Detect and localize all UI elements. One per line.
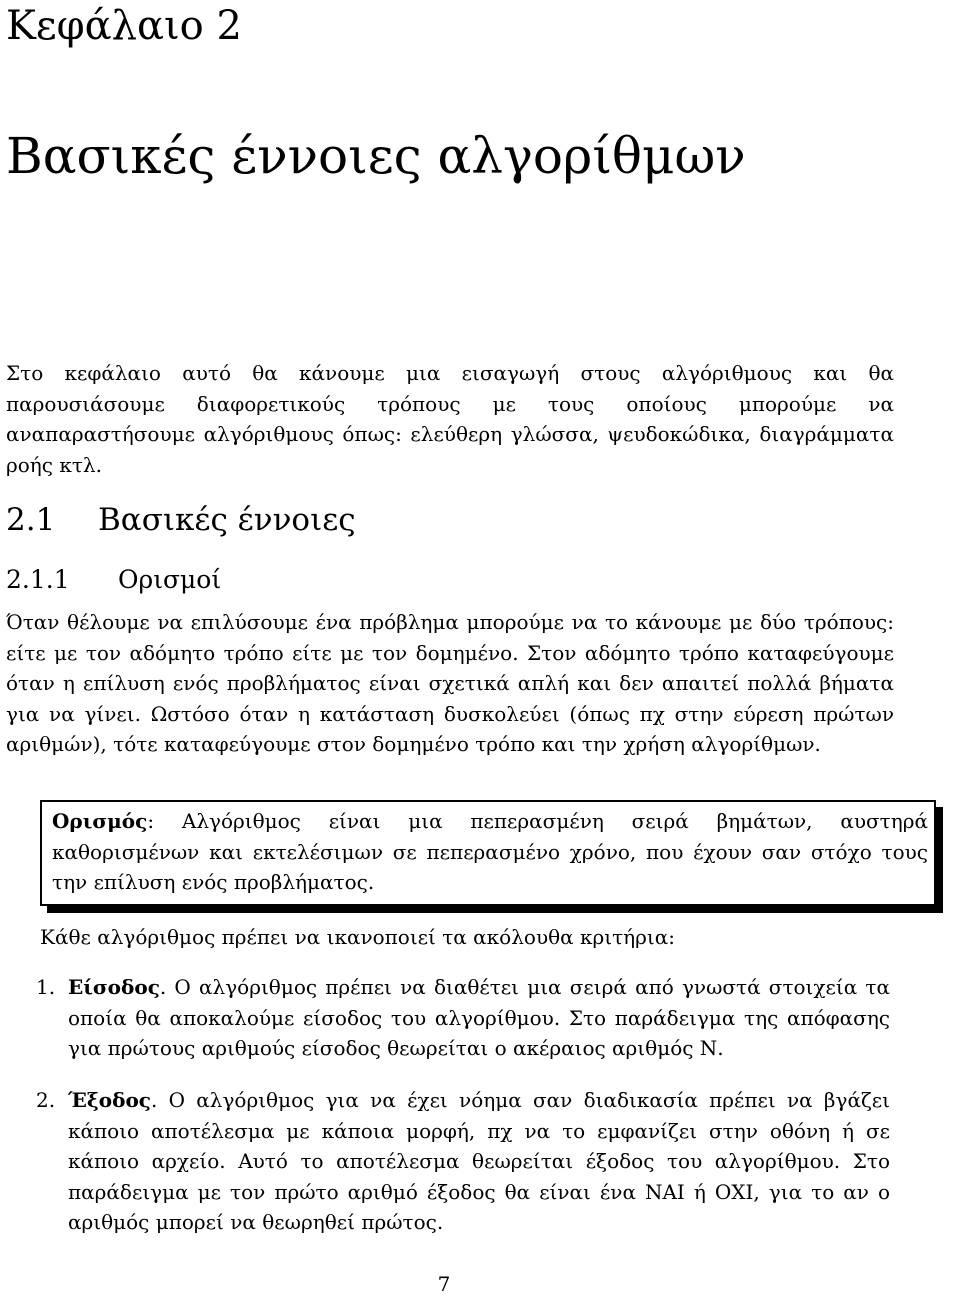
list-item-term: Είσοδος <box>68 975 160 999</box>
list-item <box>68 972 890 1064</box>
section-number: 2.1 <box>6 502 56 538</box>
list-item <box>68 1085 890 1238</box>
definitions-paragraph: Όταν θέλουμε να επιλύσουμε ένα πρόβλημα μπορούμε να το κάνουμε με δύο τρόπους: είτε με τον αδόμητο τρόπο είτε με τον δομημένο. Στον αδόμητο τρόπο καταφεύγουμε όταν η επίλυση ενός προβλήματος είναι σχετικά απλή και δεν απαιτεί πολλά βήματα για να γίνει. Ωστόσο όταν η κατάσταση δυσκολεύει (όπως πχ στην εύρεση πρώτων αριθμών), τότε καταφεύγουμε στον δομημένο τρόπο και την χρήση αλγορίθμων. <box>6 610 894 756</box>
section-title: Βασικές έννοιες <box>98 502 356 538</box>
list-item-text: . Ο αλγόριθμος πρέπει να διαθέτει μια σειρά από γνωστά στοιχεία τα οποία θα αποκαλούμε είσοδος του αλγορίθμου. Στο παράδειγμα της απόφασης για πρώτους αριθμούς είσοδος θεωρείται ο ακέραιος αριθμός Ν. <box>68 975 890 1060</box>
page-number: 7 <box>437 1272 451 1296</box>
criteria-intro: Κάθε αλγόριθμος πρέπει να ικανοποιεί τα ακόλουθα κριτήρια: <box>40 925 675 949</box>
list-item-term: Έξοδος <box>68 1088 151 1112</box>
subsection-number: 2.1.1 <box>6 565 70 594</box>
intro-paragraph: Στο κεφάλαιο αυτό θα κάνουμε μια εισαγωγή στους αλγόριθμους και θα παρουσιάσουμε διαφορετικούς τρόπους με τους οποίους μπορούμε να αναπαραστήσουμε αλγόριθμους όπως: ελεύθερη γλώσσα, ψευδοκώδικα, διαγράμματα ροής κτλ. <box>6 361 894 477</box>
definition-term: Ορισμός <box>52 809 148 833</box>
chapter-label: Κεφάλαιο 2 <box>6 3 242 49</box>
list-item-number: 2. <box>36 1088 56 1112</box>
definition-box <box>40 800 936 906</box>
subsection-heading <box>6 564 221 596</box>
definition-body: : Αλγόριθμος είναι μια πεπερασμένη σειρά βημάτων, αυστηρά καθορισμένων και εκτελέσιμων σε πεπερασμένο χρόνο, που έχουν σαν στόχο τους την επίλυση ενός προβλήματος. <box>52 809 928 894</box>
chapter-title: Βασικές έννοιες αλγορίθμων <box>6 127 746 185</box>
list-item-text: . Ο αλγόριθμος για να έχει νόημα σαν διαδικασία πρέπει να βγάζει κάποιο αποτέλεσμα με κάποια μορφή, πχ να το εμφανίζει στην οθόνη ή σε κάποιο αρχείο. Αυτό το αποτέλεσμα θεωρείται έξοδος του αλγορίθμου. Στο παράδειγμα με τον πρώτο αριθμό έξοδος θα είναι ένα ΝΑΙ ή ΟΧΙ, για το αν ο αριθμός μπορεί να θεωρηθεί πρώτος. <box>68 1088 890 1234</box>
subsection-title: Ορισμοί <box>118 565 222 594</box>
definition-text <box>52 806 928 898</box>
section-heading <box>6 500 356 540</box>
list-item-number: 1. <box>36 975 56 999</box>
